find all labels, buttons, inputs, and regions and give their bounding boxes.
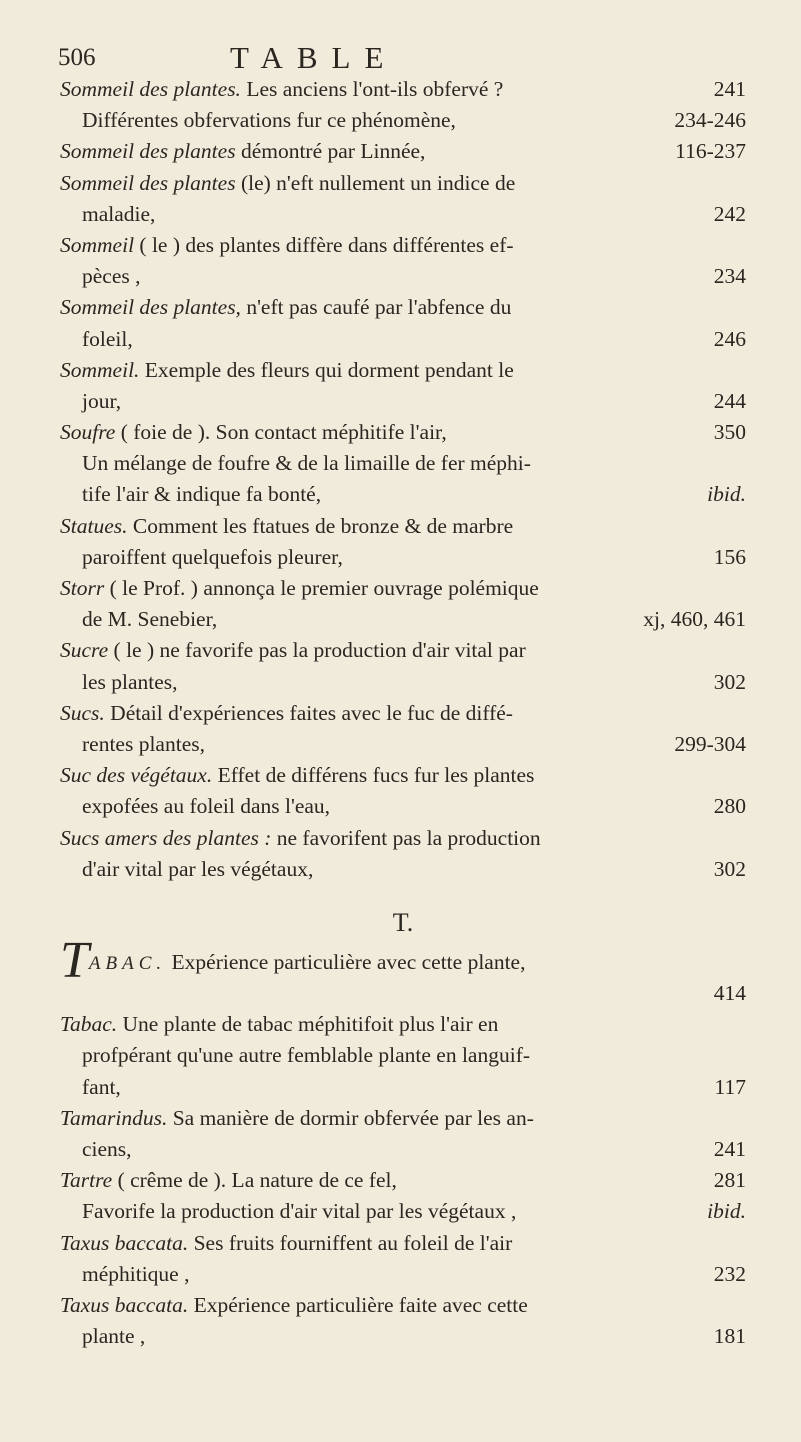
entry-head: Sommeil des plantes bbox=[60, 139, 236, 164]
entry-line bbox=[60, 1009, 746, 1040]
entry-text: ne favorifent pas la production bbox=[276, 825, 541, 850]
entry-line bbox=[60, 417, 746, 448]
entry-text: ( crême de ). La nature de ce fel, bbox=[117, 1168, 397, 1193]
entry-line bbox=[60, 931, 746, 989]
entry-head: Soufre bbox=[60, 420, 116, 445]
index-entry bbox=[60, 1196, 746, 1227]
index-entry bbox=[60, 448, 746, 510]
entry-line bbox=[60, 604, 746, 635]
entry-line bbox=[60, 261, 746, 292]
entry-text: Effet de différens fucs fur les plantes bbox=[217, 763, 535, 788]
index-entry bbox=[60, 1009, 746, 1103]
page-reference: 241 bbox=[713, 1137, 746, 1161]
entry-text: plante , bbox=[82, 1324, 146, 1349]
entry-text: Détail d'expériences faites avec le fuc de diffé- bbox=[110, 700, 513, 725]
index-entry bbox=[60, 698, 746, 760]
index-entry bbox=[60, 823, 746, 885]
index-entry bbox=[60, 1103, 746, 1165]
page-reference: ibid. bbox=[707, 1199, 746, 1224]
entry-line bbox=[60, 199, 746, 230]
entry-line bbox=[60, 667, 746, 698]
entry-text: expofées au foleil dans l'eau, bbox=[82, 794, 331, 819]
entry-head: Sucre bbox=[60, 638, 109, 663]
entry-head: Sommeil des plantes, bbox=[60, 295, 241, 320]
section-t-entries bbox=[60, 931, 746, 1352]
entry-head: Sucs amers des plantes : bbox=[60, 825, 272, 850]
page-number: 506 bbox=[58, 44, 96, 71]
drop-cap: T bbox=[60, 931, 89, 989]
page-reference: 246 bbox=[713, 326, 746, 351]
index-entry bbox=[60, 760, 746, 822]
entry-text: rentes plantes, bbox=[82, 731, 205, 756]
page-reference: 241 bbox=[713, 77, 746, 101]
entry-line bbox=[60, 324, 746, 355]
index-entry bbox=[60, 1228, 746, 1290]
entry-line bbox=[60, 1321, 746, 1352]
index-entry bbox=[60, 1165, 746, 1196]
page-reference: 299-304 bbox=[674, 731, 746, 756]
entry-head: Tartre bbox=[60, 1168, 113, 1193]
entry-line bbox=[60, 1259, 746, 1290]
entry-head: Tamarindus. bbox=[60, 1105, 168, 1130]
page-reference: 302 bbox=[713, 856, 746, 881]
entry-text: foleil, bbox=[82, 326, 133, 351]
entry-text: pèces , bbox=[82, 264, 141, 289]
entry-text: d'air vital par les végétaux, bbox=[82, 856, 314, 881]
entry-head: Tabac. bbox=[60, 1012, 118, 1037]
entry-line bbox=[60, 448, 746, 479]
page-reference: xj, 460, 461 bbox=[643, 607, 746, 632]
entry-line bbox=[60, 542, 746, 573]
page-reference: 414 bbox=[713, 981, 746, 1006]
entry-head: Sommeil. bbox=[60, 357, 140, 382]
entry-head: ABAC. bbox=[88, 952, 167, 974]
page-reference: 116-237 bbox=[675, 139, 746, 164]
page-reference: 281 bbox=[713, 1168, 746, 1193]
entry-head: Taxus baccata. bbox=[60, 1292, 189, 1317]
index-entry bbox=[60, 230, 746, 292]
index-entry bbox=[60, 105, 746, 136]
page-reference: 280 bbox=[713, 794, 746, 819]
entry-text: Expérience particulière faite avec cette bbox=[193, 1292, 528, 1317]
entry-text: Expérience particulière avec cette plante, bbox=[171, 949, 526, 974]
entry-line bbox=[60, 1040, 746, 1071]
running-title: TABLE bbox=[230, 40, 398, 75]
index-entry bbox=[60, 635, 746, 697]
entry-line bbox=[60, 823, 746, 854]
entry-text: ( le ) des plantes diffère dans différentes ef- bbox=[139, 232, 514, 257]
page-reference: 234 bbox=[713, 264, 746, 289]
entry-text: paroiffent quelquefois pleurer, bbox=[82, 544, 343, 569]
entry-line bbox=[60, 136, 746, 167]
page-reference: 244 bbox=[713, 388, 746, 413]
index-entry bbox=[60, 136, 746, 167]
index-entry bbox=[60, 168, 746, 230]
entry-text: maladie, bbox=[82, 201, 156, 226]
page-reference: 181 bbox=[713, 1324, 746, 1349]
entry-text: méphitique , bbox=[82, 1261, 190, 1286]
page-reference: 232 bbox=[713, 1261, 746, 1286]
entry-text: Exemple des fleurs qui dorment pendant le bbox=[144, 357, 514, 382]
index-entry bbox=[60, 417, 746, 448]
entry-head: Sommeil des plantes. bbox=[60, 77, 241, 101]
entry-head: Sucs. bbox=[60, 700, 105, 725]
entry-line bbox=[60, 1165, 746, 1196]
entry-text: ( foie de ). Son contact méphitife l'air, bbox=[120, 420, 447, 445]
entry-line bbox=[60, 230, 746, 261]
index-entry bbox=[60, 292, 746, 354]
entry-line bbox=[60, 1196, 746, 1227]
entry-text: Sa manière de dormir obfervée par les an- bbox=[172, 1105, 534, 1130]
entry-text: n'eft pas caufé par l'abfence du bbox=[246, 295, 512, 320]
page-reference: 117 bbox=[714, 1074, 746, 1099]
entry-text: de M. Senebier, bbox=[82, 607, 218, 632]
entry-line bbox=[60, 635, 746, 666]
entry-line bbox=[60, 479, 746, 510]
entry-text: jour, bbox=[82, 388, 122, 413]
entry-text: Une plante de tabac méphitifoit plus l'air en bbox=[122, 1012, 499, 1037]
entry-line bbox=[60, 386, 746, 417]
entry-line bbox=[60, 355, 746, 386]
page-reference: 242 bbox=[713, 201, 746, 226]
entry-line bbox=[60, 760, 746, 791]
entry-line bbox=[60, 791, 746, 822]
section-letter: T. bbox=[392, 907, 414, 937]
page-reference: 350 bbox=[713, 420, 746, 445]
entry-line bbox=[60, 1103, 746, 1134]
entry-head: Storr bbox=[60, 576, 105, 600]
page-reference: ibid. bbox=[707, 482, 746, 507]
page-reference: 156 bbox=[713, 544, 746, 569]
entry-line bbox=[60, 1228, 746, 1259]
entry-line bbox=[60, 1134, 746, 1165]
entry-text: tife l'air & indique fa bonté, bbox=[82, 482, 322, 507]
entry-head: Statues. bbox=[60, 513, 128, 538]
index-entry bbox=[60, 931, 746, 1009]
index-entry bbox=[60, 573, 746, 635]
entry-line bbox=[60, 74, 746, 105]
entry-text: les plantes, bbox=[82, 669, 178, 694]
entry-line bbox=[60, 168, 746, 199]
entry-head: Suc des végétaux. bbox=[60, 763, 213, 788]
entry-line bbox=[60, 978, 746, 1009]
entry-line bbox=[60, 729, 746, 760]
entry-text: ( le ) ne favorife pas la production d'air vital par bbox=[113, 638, 526, 663]
entry-text: ciens, bbox=[82, 1137, 132, 1161]
entry-text: Favorife la production d'air vital par les végétaux , bbox=[82, 1199, 517, 1224]
entry-head: Taxus baccata. bbox=[60, 1230, 189, 1255]
entry-text: Comment les ftatues de bronze & de marbre bbox=[132, 513, 514, 538]
index-entry bbox=[60, 511, 746, 573]
entry-line bbox=[60, 854, 746, 885]
entry-line bbox=[60, 511, 746, 542]
entry-head: Sommeil bbox=[60, 232, 135, 257]
entry-line bbox=[60, 1290, 746, 1321]
entry-text: Différentes obfervations fur ce phénomène, bbox=[82, 108, 456, 133]
entry-line bbox=[60, 1072, 746, 1103]
page-reference: 234-246 bbox=[674, 108, 746, 133]
entry-text: (le) n'eft nullement un indice de bbox=[240, 170, 516, 195]
index-entry bbox=[60, 1290, 746, 1352]
entry-text: Les anciens l'ont-ils obfervé ? bbox=[246, 77, 504, 101]
entry-text: profpérant qu'une autre femblable plante en languif- bbox=[82, 1043, 531, 1068]
index-entries bbox=[60, 74, 746, 1352]
entry-line bbox=[60, 292, 746, 323]
entry-head: Sommeil des plantes bbox=[60, 170, 236, 195]
section-s-entries bbox=[60, 74, 746, 885]
entry-line bbox=[60, 105, 746, 136]
page-reference: 302 bbox=[713, 669, 746, 694]
entry-line bbox=[60, 573, 746, 604]
entry-text: fant, bbox=[82, 1074, 121, 1099]
entry-text: Un mélange de foufre & de la limaille de fer méphi- bbox=[82, 451, 531, 476]
entry-line bbox=[60, 698, 746, 729]
index-entry bbox=[60, 74, 746, 105]
index-entry bbox=[60, 355, 746, 417]
entry-text: démontré par Linnée, bbox=[240, 139, 426, 164]
entry-text: ( le Prof. ) annonça le premier ouvrage polémique bbox=[109, 576, 539, 600]
entry-text: Ses fruits fourniffent au foleil de l'air bbox=[193, 1230, 513, 1255]
